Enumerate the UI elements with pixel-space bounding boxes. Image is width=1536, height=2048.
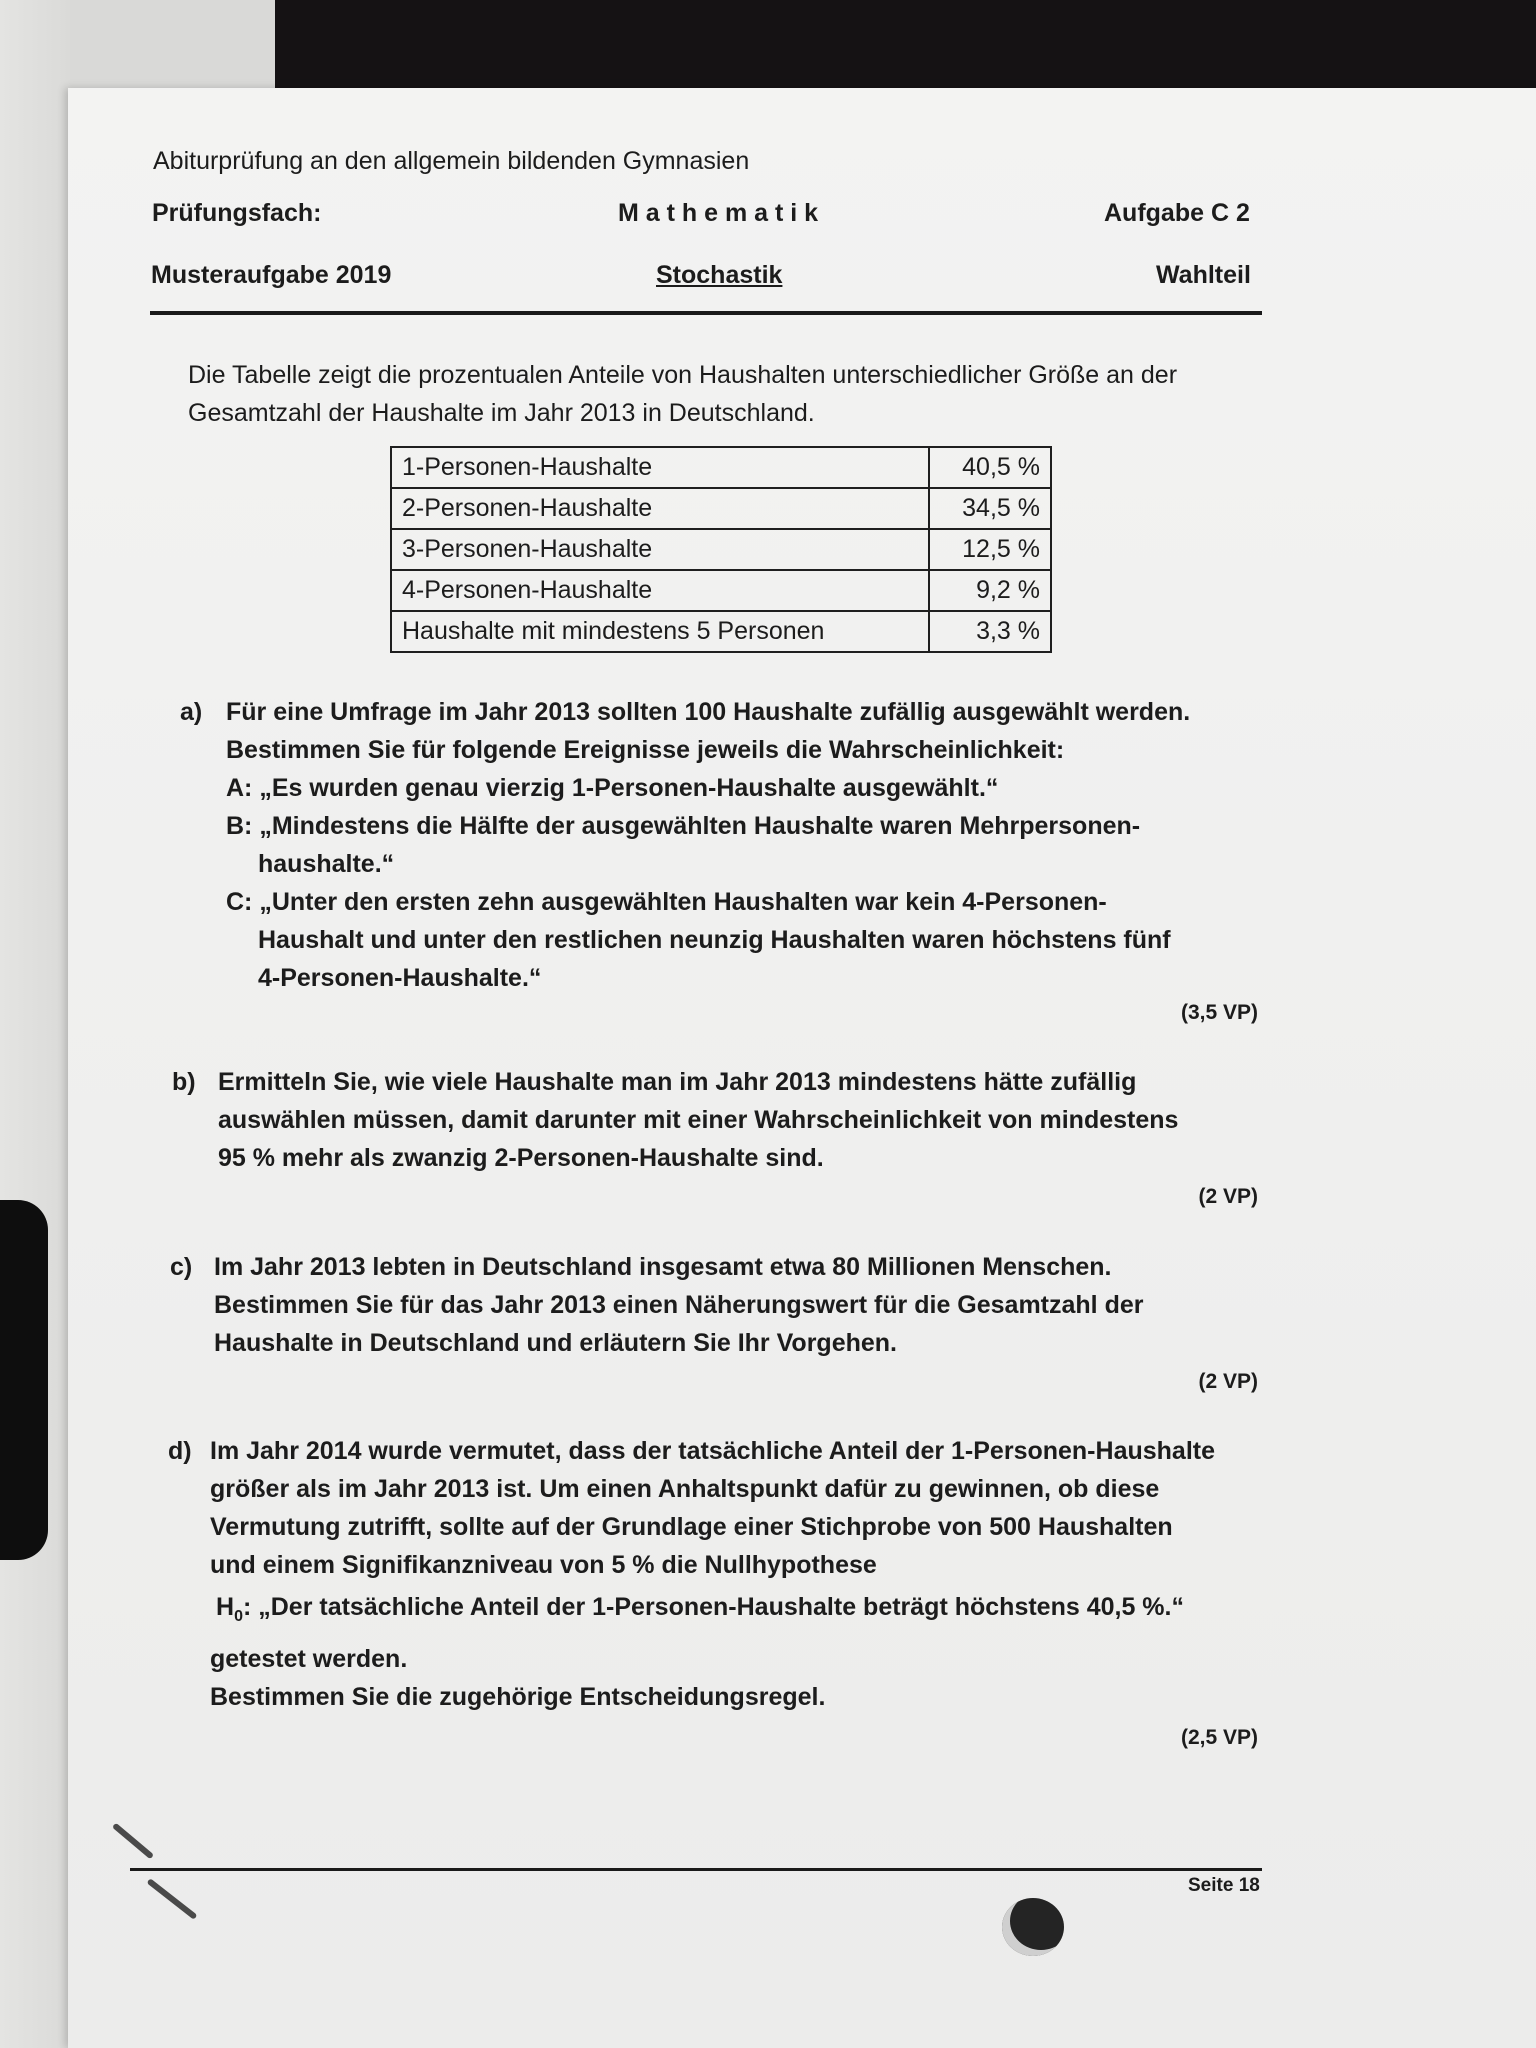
task-line: A: „Es wurden genau vierzig 1-Personen-Haushalte ausgewählt.“ xyxy=(226,774,999,802)
task-letter: b) xyxy=(172,1068,196,1096)
table-cell-label: 4-Personen-Haushalte xyxy=(391,570,929,611)
exam-title: Abiturprüfung an den allgemein bildenden Gymnasien xyxy=(153,147,750,175)
task-line: getestet werden. xyxy=(210,1645,408,1673)
table-cell-label: 3-Personen-Haushalte xyxy=(391,529,929,570)
task-line: Für eine Umfrage im Jahr 2013 sollten 100 Haushalte zufällig ausgewählt werden. xyxy=(226,698,1191,726)
task-line: Ermitteln Sie, wie viele Haushalte man im Jahr 2013 mindestens hätte zufällig xyxy=(218,1068,1137,1096)
h0-symbol: H xyxy=(216,1593,235,1621)
task-body xyxy=(218,1063,1178,1177)
task-body xyxy=(226,693,1190,997)
task-line: und einem Signifikanzniveau von 5 % die Nullhypothese xyxy=(210,1551,877,1579)
task-line: Im Jahr 2014 wurde vermutet, dass der tatsächliche Anteil der 1-Personen-Haushalte xyxy=(210,1437,1215,1465)
table-cell-value: 12,5 % xyxy=(929,529,1051,570)
task-body xyxy=(214,1248,1143,1362)
task-line: auswählen müssen, damit darunter mit einer Wahrscheinlichkeit von mindestens xyxy=(218,1106,1179,1134)
points-c: (2 VP) xyxy=(1198,1370,1258,1393)
h0-subscript: 0 xyxy=(234,1608,243,1625)
task-line: 4-Personen-Haushalte.“ xyxy=(258,964,542,992)
table-cell-value: 3,3 % xyxy=(929,611,1051,652)
table-cell-value: 34,5 % xyxy=(929,488,1051,529)
task-line: 95 % mehr als zwanzig 2-Personen-Haushalte sind. xyxy=(218,1144,824,1172)
task-line: Bestimmen Sie die zugehörige Entscheidungsregel. xyxy=(210,1683,826,1711)
table-cell-label: 1-Personen-Haushalte xyxy=(391,447,929,488)
task-line: größer als im Jahr 2013 ist. Um einen Anhaltspunkt dafür zu gewinnen, ob diese xyxy=(210,1475,1160,1503)
task-line: Haushalte in Deutschland und erläutern Sie Ihr Vorgehen. xyxy=(214,1329,897,1357)
task-line: Bestimmen Sie für das Jahr 2013 einen Näherungswert für die Gesamtzahl der xyxy=(214,1291,1144,1319)
binder-shadow xyxy=(0,1200,48,1560)
table-row xyxy=(391,529,1051,570)
null-hypothesis xyxy=(210,1588,1215,1636)
points-d: (2,5 VP) xyxy=(1180,1726,1258,1749)
task-line: Vermutung zutrifft, sollte auf der Grundlage einer Stichprobe von 500 Haushalten xyxy=(210,1513,1173,1541)
points-a: (3,5 VP) xyxy=(1180,1001,1258,1024)
task-line: haushalte.“ xyxy=(258,850,395,878)
header-rule xyxy=(150,311,1262,315)
task-body xyxy=(210,1432,1215,1716)
task-letter: d) xyxy=(168,1437,192,1465)
task-letter: c) xyxy=(170,1253,193,1281)
intro-line: Gesamtzahl der Haushalte im Jahr 2013 in Deutschland. xyxy=(188,399,815,427)
h0-text: : „Der tatsächliche Anteil der 1-Personen-Haushalte beträgt höchstens 40,5 %.“ xyxy=(242,1593,1184,1621)
topic-label: Stochastik xyxy=(656,261,783,289)
task-letter: a) xyxy=(180,698,203,726)
background-dark-object xyxy=(275,0,1536,95)
task-line: C: „Unter den ersten zehn ausgewählten Haushalten war kein 4-Personen- xyxy=(226,888,1107,916)
task-line: Haushalt und unter den restlichen neunzig Haushalten waren höchstens fünf xyxy=(258,926,1171,954)
household-table xyxy=(390,446,1052,653)
table-cell-value: 9,2 % xyxy=(929,570,1051,611)
sample-label: Musteraufgabe 2019 xyxy=(151,261,392,289)
intro-text xyxy=(188,356,1268,432)
points-b: (2 VP) xyxy=(1198,1185,1258,1208)
background-surface xyxy=(0,0,70,2048)
task-id: Aufgabe C 2 xyxy=(1104,199,1250,227)
table-row xyxy=(391,447,1051,488)
subject-name: M a t h e m a t i k xyxy=(618,199,819,227)
table-row xyxy=(391,611,1051,652)
footer-rule xyxy=(130,1868,1262,1871)
intro-line: Die Tabelle zeigt die prozentualen Anteile von Haushalten unterschiedlicher Größe an der xyxy=(188,361,1178,389)
table-cell-value: 40,5 % xyxy=(929,447,1051,488)
table-cell-label: 2-Personen-Haushalte xyxy=(391,488,929,529)
table-row xyxy=(391,488,1051,529)
task-line: Im Jahr 2013 lebten in Deutschland insgesamt etwa 80 Millionen Menschen. xyxy=(214,1253,1112,1281)
table-row xyxy=(391,570,1051,611)
subject-label: Prüfungsfach: xyxy=(152,199,322,227)
punch-hole xyxy=(1002,1898,1064,1956)
task-line: B: „Mindestens die Hälfte der ausgewählten Haushalte waren Mehrpersonen- xyxy=(226,812,1141,840)
page-number: Seite 18 xyxy=(1188,1875,1260,1896)
part-label: Wahlteil xyxy=(1156,261,1251,289)
task-line: Bestimmen Sie für folgende Ereignisse jeweils die Wahrscheinlichkeit: xyxy=(226,736,1065,764)
table-cell-label: Haushalte mit mindestens 5 Personen xyxy=(391,611,929,652)
